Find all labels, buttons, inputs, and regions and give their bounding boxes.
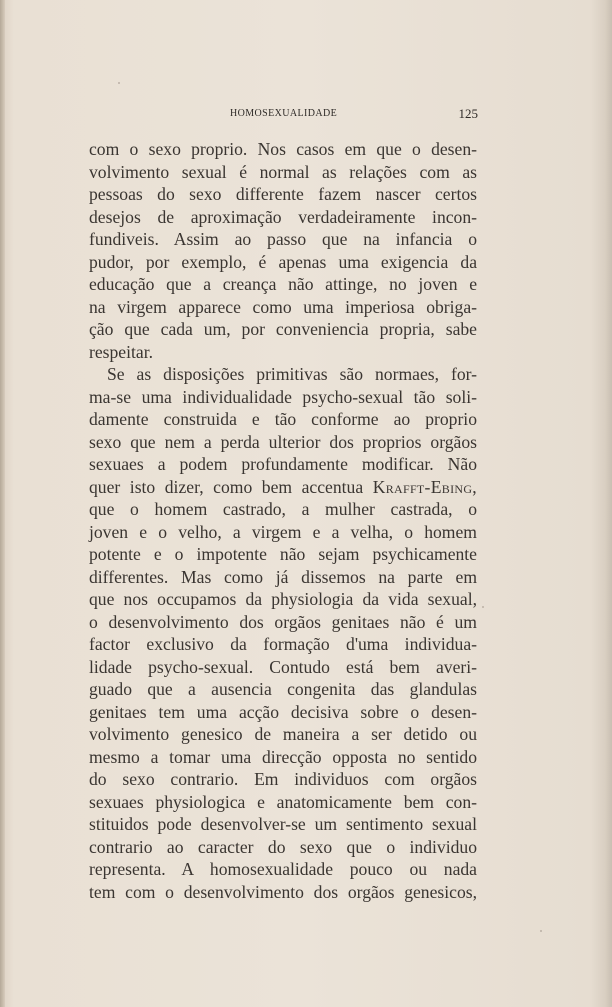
text-line: ção que cada um, por conveniencia propria, sabe xyxy=(89,319,477,339)
text-line: differentes. Mas como já dissemos na parte em xyxy=(89,566,477,587)
text-line: do sexo contrario. Em individuos com orgãos xyxy=(89,769,477,789)
text-line: pessoas do sexo differente fazem nascer certos xyxy=(89,184,477,204)
text-line: na virgem apparece como uma imperiosa obriga- xyxy=(89,296,477,317)
text-line: guado que a ausencia congenita das glandulas xyxy=(89,679,477,699)
page-number: 125 xyxy=(458,106,478,121)
text-line: educação que a creança não attinge, no joven e xyxy=(89,274,477,294)
paragraph-first-line: Se as disposições primitivas são normaes, for- xyxy=(107,364,477,384)
text-line: volvimento sexual é normal as relações com as xyxy=(89,161,477,182)
text-line: factor exclusivo da formação d'uma individua- xyxy=(89,634,477,654)
text-line: desejos de aproximação verdadeiramente incon- xyxy=(89,206,477,227)
text-line: sexuaes a podem profundamente modificar. Não xyxy=(89,454,477,474)
text-line: mesmo a tomar uma direcção opposta no sentido xyxy=(89,746,477,767)
text-line: representa. A homosexualidade pouco ou nada xyxy=(89,859,477,879)
text-line-with-author xyxy=(89,476,477,499)
text-line: fundiveis. Assim ao passo que na infancia o xyxy=(89,229,477,249)
paper-speck xyxy=(540,930,542,932)
text-line: contrario ao caracter do sexo que o individuo xyxy=(89,836,477,857)
text-line: volvimento genesico de maneira a ser detido ou xyxy=(89,724,477,744)
text-line: damente construida e tão conforme ao proprio xyxy=(89,409,477,429)
text-line: respeitar. xyxy=(89,341,153,362)
paper-speck xyxy=(482,606,484,608)
text-line: stituidos pode desenvolver-se um sentimento sexual xyxy=(89,814,477,834)
author-name: Krafft-Ebing, xyxy=(372,476,477,497)
text-line: potente e o impotente não sejam psychicamente xyxy=(89,544,477,564)
text-line: sexuaes physiologica e anatomicamente bem con- xyxy=(89,791,477,812)
text-line: que nos occupamos da physiologia da vida sexual, xyxy=(89,589,477,609)
running-head: HOMOSEXUALIDADE xyxy=(230,108,338,119)
text-line: joven e o velho, a virgem e a velha, o homem xyxy=(89,521,477,542)
text-line: com o sexo proprio. Nos casos em que o desen- xyxy=(89,139,477,159)
text-line: tem com o desenvolvimento dos orgãos genesicos, xyxy=(89,881,477,902)
text-line: que o homem castrado, a mulher castrada, o xyxy=(89,499,477,519)
body-text xyxy=(89,138,477,903)
text-line: pudor, por exemplo, é apenas uma exigencia da xyxy=(89,251,477,272)
paper-speck xyxy=(118,82,120,84)
text-line: ma-se uma individualidade psycho-sexual tão soli- xyxy=(89,386,477,407)
text-line: o desenvolvimento dos orgãos genitaes não é um xyxy=(89,611,477,632)
page-header xyxy=(90,106,478,122)
text-line: lidade psycho-sexual. Contudo está bem averi- xyxy=(89,656,477,677)
text-segment: quer isto dizer, como bem accentua xyxy=(89,476,373,497)
text-line: sexo que nem a perda ulterior dos proprios orgãos xyxy=(89,431,477,452)
page-edge-shadow xyxy=(0,0,5,1007)
text-line: genitaes tem uma acção decisiva sobre o desen- xyxy=(89,701,477,722)
